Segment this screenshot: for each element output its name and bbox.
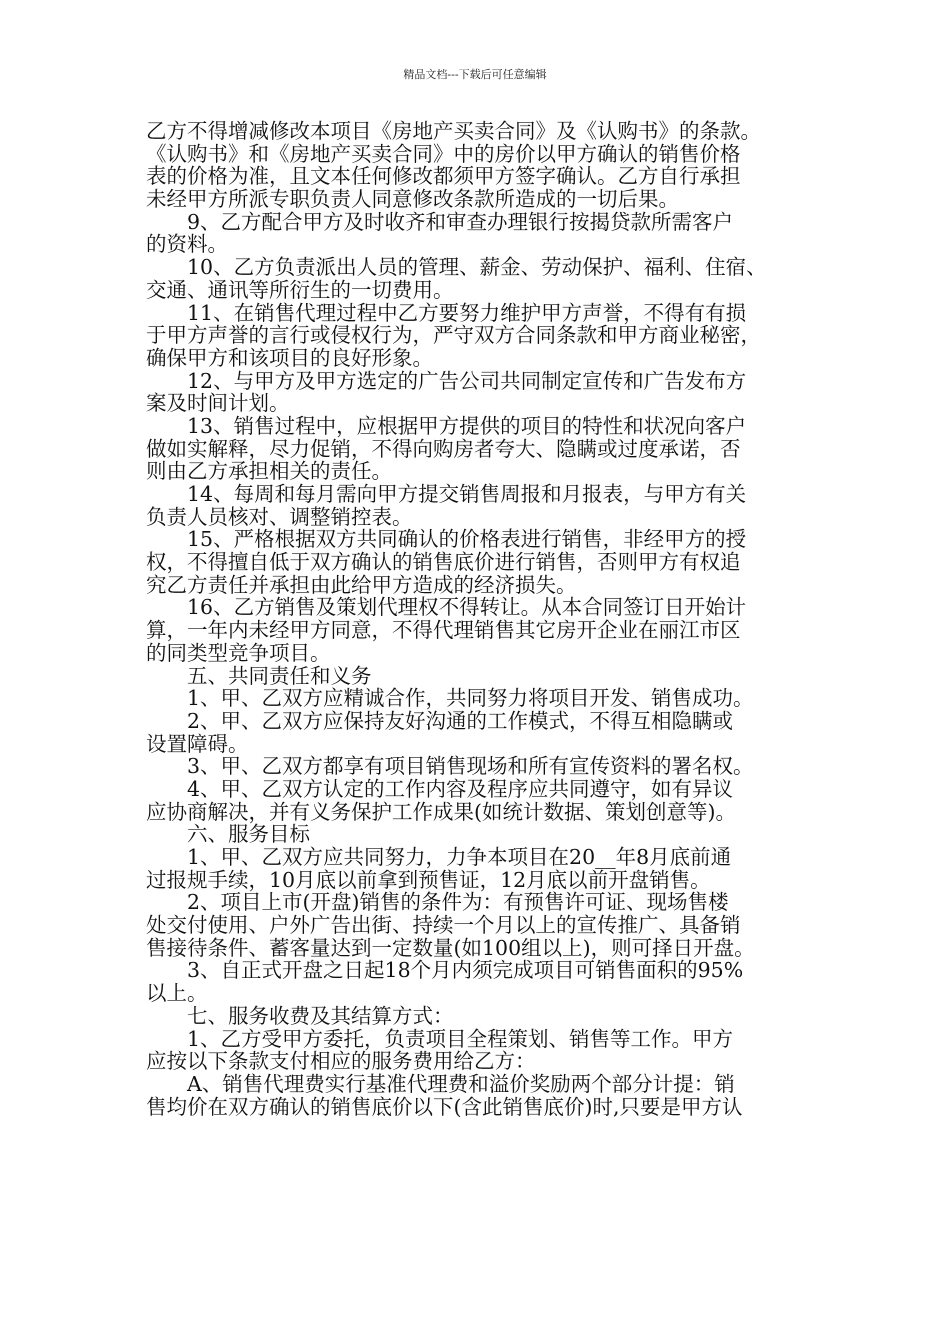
text-line: 以上。 — [146, 981, 208, 1006]
text-line: 16、乙方销售及策划代理权不得转让。从本合同签订日开始计 — [146, 595, 747, 620]
text-line: 14、每周和每月需向甲方提交销售周报和月报表，与甲方有关 — [146, 482, 747, 506]
text-line: 五、共同责任和义务 — [146, 663, 372, 688]
text-line: 1、乙方受甲方委托，负责项目全程策划、销售等工作。甲方 — [146, 1026, 734, 1051]
text-line: 10、乙方负责派出人员的管理、薪金、劳动保护、福利、住宿、 — [146, 255, 767, 280]
text-line: 究乙方责任并承担由此给甲方造成的经济损失。 — [146, 572, 577, 597]
text-line: 2、项目上市(开盘)销售的条件为：有预售许可证、现场售楼 — [146, 890, 729, 915]
text-line: 过报规手续，10月底以前拿到预售证，12月底以前开盘销售。 — [146, 867, 711, 892]
text-line: 表的价格为准，且文本任何修改都须甲方签字确认。乙方自行承担 — [146, 164, 741, 189]
text-line: 则由乙方承担相关的责任。 — [146, 459, 392, 484]
text-line: 3、甲、乙双方都享有项目销售现场和所有宣传资料的署名权。 — [146, 754, 754, 779]
text-line: 七、服务收费及其结算方式： — [146, 1003, 454, 1028]
text-line: 六、服务目标 — [146, 822, 310, 847]
text-line: A、销售代理费实行基准代理费和溢价奖励两个部分计提：销 — [146, 1071, 735, 1096]
text-line: 的同类型竞争项目。 — [146, 640, 331, 665]
text-line: 12、与甲方及甲方选定的广告公司共同制定宣传和广告发布方 — [146, 368, 747, 393]
text-line: 乙方不得增减修改本项目《房地产买卖合同》及《认购书》的条款。 — [146, 119, 761, 143]
text-line: 做如实解释，尽力促销，不得向购房者夸大、隐瞒或过度承诺，否 — [146, 436, 741, 461]
text-line: 9、乙方配合甲方及时收齐和审查办理银行按揭贷款所需客户 — [146, 209, 734, 234]
text-line: 负责人员核对、调整销控表。 — [146, 504, 413, 529]
text-line: 设置障碍。 — [146, 731, 249, 756]
text-line: 售接待条件、蓄客量达到一定数量(如100组以上)，则可择日开盘。 — [146, 935, 755, 960]
text-line: 未经甲方所派专职负责人同意修改条款所造成的一切后果。 — [146, 187, 679, 212]
text-line: 1、甲、乙双方应共同努力，力争本项目在20__年8月底前通 — [146, 845, 732, 869]
page-header: 精品文档---下载后可任意编辑 — [403, 68, 547, 81]
text-line: 15、严格根据双方共同确认的价格表进行销售，非经甲方的授 — [146, 527, 747, 552]
text-line: 《认购书》和《房地产买卖合同》中的房价以甲方确认的销售价格 — [146, 141, 741, 166]
text-line: 售均价在双方确认的销售底价以下(含此销售底价)时,只要是甲方认 — [146, 1094, 743, 1119]
text-line: 案及时间计划。 — [146, 391, 290, 416]
text-line: 应协商解决，并有义务保护工作成果(如统计数据、策划创意等)。 — [146, 799, 736, 824]
text-line: 13、销售过程中，应根据甲方提供的项目的特性和状况向客户 — [146, 413, 747, 438]
text-line: 于甲方声誉的言行或侵权行为，严守双方合同条款和甲方商业秘密， — [146, 323, 761, 348]
text-line: 确保甲方和该项目的良好形象。 — [146, 345, 433, 370]
text-line: 处交付使用、户外广告出街、持续一个月以上的宣传推广、具备销 — [146, 913, 741, 938]
text-line: 4、甲、乙双方认定的工作内容及程序应共同遵守，如有异议 — [146, 776, 734, 801]
text-line: 算，一年内未经甲方同意，不得代理销售其它房开企业在丽江市区 — [146, 618, 741, 643]
text-line: 权，不得擅自低于双方确认的销售底价进行销售，否则甲方有权追 — [146, 550, 741, 575]
text-line: 的资料。 — [146, 232, 228, 257]
text-line: 1、甲、乙双方应精诚合作，共同努力将项目开发、销售成功。 — [146, 686, 754, 711]
text-line: 应按以下条款支付相应的服务费用给乙方： — [146, 1049, 536, 1074]
text-line: 2、甲、乙双方应保持友好沟通的工作模式，不得互相隐瞒或 — [146, 708, 734, 733]
text-line: 11、在销售代理过程中乙方要努力维护甲方声誉，不得有有损 — [146, 300, 747, 325]
text-line: 交通、通讯等所衍生的一切费用。 — [146, 277, 454, 302]
document-body — [146, 120, 816, 1118]
text-line: 3、自正式开盘之日起18个月内须完成项目可销售面积的95% — [146, 958, 744, 983]
